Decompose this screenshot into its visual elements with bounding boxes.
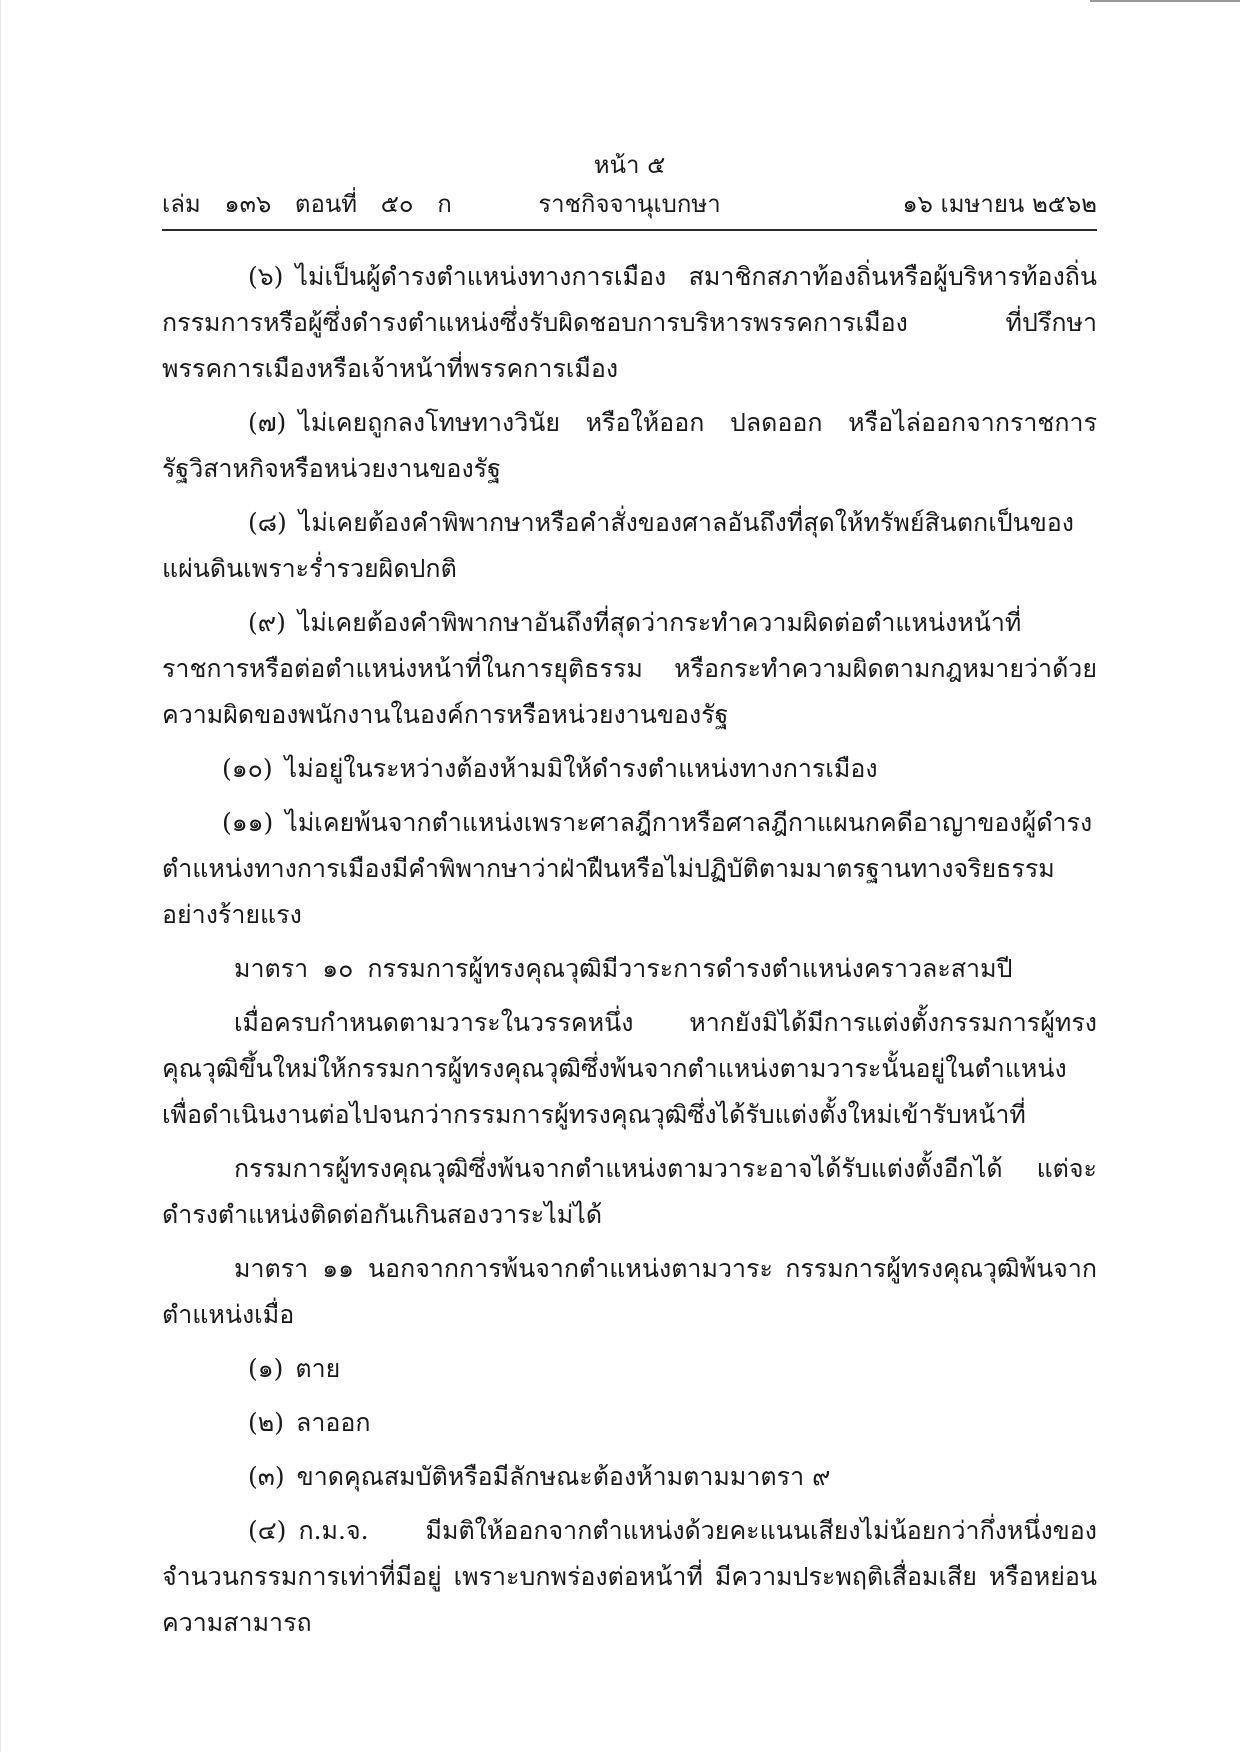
section-label: มาตรา [234,954,309,983]
section-10-paragraph-3: กรรมการผู้ทรงคุณวุฒิซึ่งพ้นจากตำแหน่งตามวาระอาจได้รับแต่งตั้งอีกได้ แต่จะดำรงตำแหน่งติดต่อกันเกินสองวาระไม่ได้ [162,1154,1097,1229]
section-text: นอกจากการพ้นจากตำแหน่งตามวาระ กรรมการผู้ทรงคุณวุฒิพ้นจากตำแหน่งเมื่อ [162,1254,1097,1329]
item-text: ตาย [295,1354,341,1383]
item-text: ลาออก [296,1408,371,1437]
scan-edge-left [0,0,1,1752]
item-text: ขาดคุณสมบัติหรือมีลักษณะต้องห้ามตามมาตรา ๙ [296,1462,831,1491]
volume-label: เล่ม [162,190,201,218]
item-number: (๔) [248,1516,287,1545]
clause-text: ไม่เป็นผู้ดำรงตำแหน่งทางการเมือง สมาชิกสภาท้องถิ่นหรือผู้บริหารท้องถิ่น กรรมการหรือผู้ซึ่งดำรงตำแหน่งซึ่งรับผิดชอบการบริหารพรรคการเมือง ที่ปรึกษาพรรคการเมืองหรือเจ้าหน้าที่พรรคการเมือง [162,262,1097,383]
clause-text: ไม่เคยต้องคำพิพากษาอันถึงที่สุดว่ากระทำความผิดต่อตำแหน่งหน้าที่ราชการหรือต่อตำแหน่งหน้าที่ในการยุติธรรม หรือกระทำความผิดตามกฎหมายว่าด้วยความผิดของพนักงานในองค์การหรือหน่วยงานของรัฐ [162,608,1097,729]
clause-text: ไม่เคยพ้นจากตำแหน่งเพราะศาลฎีกาหรือศาลฎีกาแผนกคดีอาญาของผู้ดำรงตำแหน่งทางการเมืองมีคำพิพากษาว่าฝ่าฝืนหรือไม่ปฏิบัติตามมาตรฐานทางจริยธรรมอย่างร้ายแรง [162,808,1093,929]
clause-10 [162,746,1097,792]
clause-number: (๘) [248,508,287,537]
section-10 [162,946,1097,992]
issue-label: ตอนที่ [294,190,358,218]
clause-text: ไม่เคยต้องคำพิพากษาหรือคำสั่งของศาลอันถึงที่สุดให้ทรัพย์สินตกเป็นของแผ่นดินเพราะร่ำรวยผิดปกติ [162,508,1075,583]
section-text: กรรมการผู้ทรงคุณวุฒิมีวาระการดำรงตำแหน่งคราวละสามปี [367,954,1013,983]
volume-number: ๑๓๖ [224,190,272,218]
clause-9 [162,600,1097,738]
section-10-paragraph-2: เมื่อครบกำหนดตามวาระในวรรคหนึ่ง หากยังมิได้มีการแต่งตั้งกรรมการผู้ทรงคุณวุฒิขึ้นใหม่ให้กรรมการผู้ทรงคุณวุฒิซึ่งพ้นจากตำแหน่งตามวาระนั้นอยู่ในตำแหน่งเพื่อดำเนินงานต่อไปจนกว่ากรรมการผู้ทรงคุณวุฒิซึ่งได้รับแต่งตั้งใหม่เข้ารับหน้าที่ [162,1008,1097,1129]
issue-part: ก [437,190,452,218]
item-number: (๓) [248,1462,285,1491]
section-11 [162,1246,1097,1338]
section-number: ๑๑ [322,1254,354,1283]
gazette-name: ราชกิจจานุเบกษา [538,190,721,218]
clause-number: (๖) [248,262,284,291]
page-number: หน้า ๕ [593,151,666,179]
item-text: ก.ม.จ. มีมติให้ออกจากตำแหน่งด้วยคะแนนเสียงไม่น้อยกว่ากึ่งหนึ่งของจำนวนกรรมการเท่าที่มีอยู่ เพราะบกพร่องต่อหน้าที่ มีความประพฤติเสื่อมเสีย หรือหย่อนความสามารถ [162,1516,1097,1637]
clause-number: (๗) [248,408,287,437]
clause-7 [162,400,1097,492]
clause-number: (๙) [248,608,286,637]
scan-edge-top [1090,0,1240,2]
clause-6 [162,254,1097,392]
section-11-item-2 [162,1400,1097,1446]
issue-number: ๕๐ [380,190,414,218]
section-number: ๑๐ [322,954,354,983]
header-rule [162,229,1097,231]
item-number: (๒) [248,1408,284,1437]
section-11-item-1 [162,1346,1097,1392]
item-number: (๑) [248,1354,284,1383]
publication-date: ๑๖ เมษายน ๒๕๖๒ [902,190,1097,218]
clause-8 [162,500,1097,592]
clause-text: ไม่เคยถูกลงโทษทางวินัย หรือให้ออก ปลดออก หรือไล่ออกจากราชการ รัฐวิสาหกิจหรือหน่วยงานของรัฐ [162,408,1097,483]
section-11-item-4 [162,1508,1097,1646]
clause-number: (๑๐) [222,754,273,783]
document-body [162,254,1097,1654]
gazette-meta-row [162,188,1097,220]
section-label: มาตรา [234,1254,309,1283]
section-11-item-3 [162,1454,1097,1500]
gazette-header [162,150,1097,232]
clause-text: ไม่อยู่ในระหว่างต้องห้ามมิให้ดำรงตำแหน่งทางการเมือง [284,754,878,783]
clause-number: (๑๑) [222,808,274,837]
clause-11 [162,800,1097,938]
